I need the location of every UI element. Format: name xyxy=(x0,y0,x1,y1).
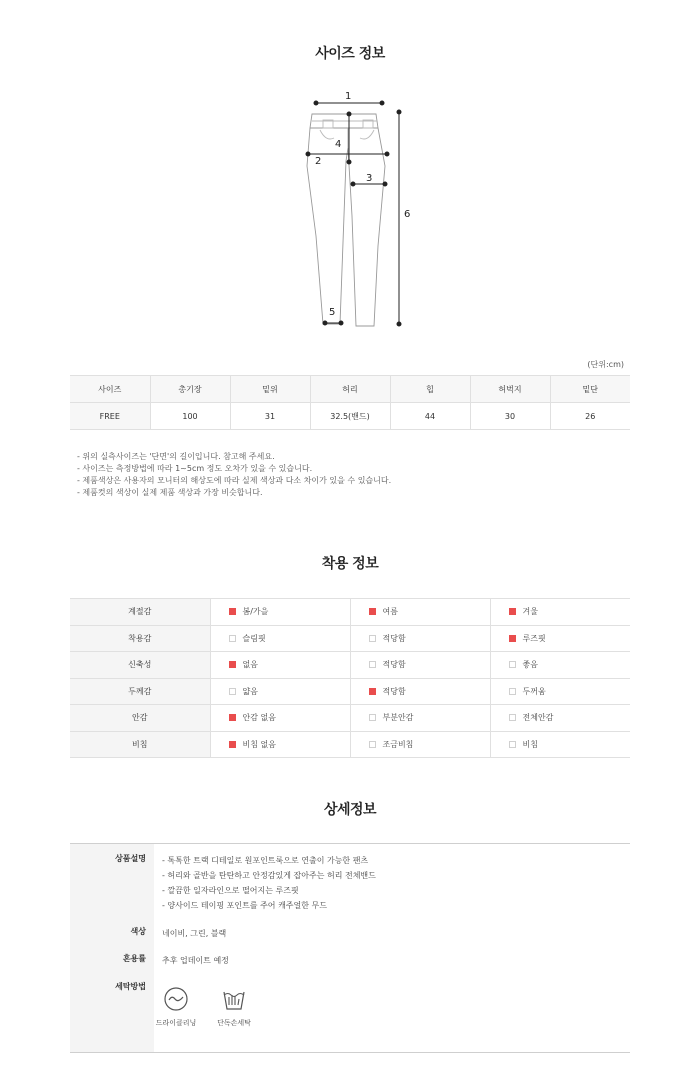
fit-option xyxy=(350,678,490,705)
cell-hem: 26 xyxy=(550,403,630,430)
header-total-length: 총기장 xyxy=(150,376,230,403)
fit-row-label: 신축성 xyxy=(70,652,210,679)
table-row xyxy=(70,731,630,758)
blend-label: 혼용률 xyxy=(122,954,146,963)
table-row xyxy=(70,652,630,679)
blend-value: 추후 업데이트 예정 xyxy=(162,956,229,965)
unchecked-checkbox xyxy=(229,635,236,642)
checked-checkbox xyxy=(229,661,236,668)
wash-method-hand-wash xyxy=(204,986,264,1028)
header-size: 사이즈 xyxy=(70,376,150,403)
description-list xyxy=(162,853,376,913)
checked-checkbox xyxy=(229,741,236,748)
fit-option xyxy=(210,652,350,679)
color-value: 네이비, 그린, 블랙 xyxy=(162,929,227,938)
fit-row-label: 계절감 xyxy=(70,599,210,626)
dry-clean-label: 드라이클리닝 xyxy=(155,1019,197,1027)
measure-label-6: 6 xyxy=(404,209,411,220)
fit-option-label: 안감 없음 xyxy=(242,713,276,723)
detail-info-title: 상세정보 xyxy=(323,802,377,818)
measure-label-5: 5 xyxy=(329,307,336,318)
fit-option xyxy=(490,625,630,652)
measure-label-2: 2 xyxy=(315,156,322,167)
cell-waist: 32.5(밴드) xyxy=(310,403,390,430)
checked-checkbox xyxy=(369,688,376,695)
table-row xyxy=(70,625,630,652)
dry-clean-icon xyxy=(163,986,189,1012)
label-column xyxy=(70,844,154,1052)
fit-row-label: 안감 xyxy=(70,705,210,732)
fit-option xyxy=(210,678,350,705)
wash-label: 세탁방법 xyxy=(115,982,146,991)
size-table-header xyxy=(70,376,630,403)
fit-option xyxy=(350,705,490,732)
description-label: 상품설명 xyxy=(115,854,146,863)
note-item: - 위의 실측사이즈는 '단면'의 길이입니다. 참고해 주세요. xyxy=(77,452,275,461)
list-item: - 허리와 골반을 탄탄하고 안정감있게 잡아주는 허리 전체밴드 xyxy=(162,871,376,880)
unchecked-checkbox xyxy=(369,714,376,721)
checked-checkbox xyxy=(229,608,236,615)
measure-label-1: 1 xyxy=(345,91,352,102)
checked-checkbox xyxy=(509,635,516,642)
cell-total-length: 100 xyxy=(150,403,230,430)
fit-option-label: 겨울 xyxy=(522,607,538,617)
fit-option xyxy=(490,599,630,626)
fit-option-label: 루즈핏 xyxy=(522,633,546,643)
fit-option xyxy=(350,599,490,626)
fit-option-label: 전체안감 xyxy=(522,713,554,723)
pants-measurement-diagram xyxy=(290,86,430,336)
fit-option xyxy=(210,731,350,758)
size-info-title: 사이즈 정보 xyxy=(315,46,385,62)
fit-table xyxy=(70,598,630,758)
unchecked-checkbox xyxy=(509,688,516,695)
note-item: - 사이즈는 측정방법에 따라 1~5cm 정도 오차가 있을 수 있습니다. xyxy=(77,464,313,473)
size-table xyxy=(70,375,630,430)
checked-checkbox xyxy=(509,608,516,615)
fit-option-label: 슬림핏 xyxy=(242,633,266,643)
fit-option xyxy=(490,652,630,679)
fit-option-label: 적당함 xyxy=(382,660,406,670)
fit-option xyxy=(490,678,630,705)
header-hip: 힙 xyxy=(390,376,470,403)
fit-option xyxy=(210,625,350,652)
fit-row-label: 착용감 xyxy=(70,625,210,652)
fit-option-label: 없음 xyxy=(242,660,258,670)
fit-option xyxy=(350,731,490,758)
size-notes xyxy=(77,451,391,499)
list-item: - 톡톡한 트랙 디테일로 원포인트룩으로 연출이 가능한 팬츠 xyxy=(162,856,369,865)
detail-table xyxy=(70,843,630,1053)
fit-option-label: 적당함 xyxy=(382,633,406,643)
fit-option-label: 부분안감 xyxy=(382,713,414,723)
cell-thigh: 30 xyxy=(470,403,550,430)
header-thigh: 허벅지 xyxy=(470,376,550,403)
header-rise: 밑위 xyxy=(230,376,310,403)
checked-checkbox xyxy=(369,608,376,615)
fit-option-label: 비침 없음 xyxy=(242,739,276,749)
fit-option-label: 두꺼움 xyxy=(522,686,546,696)
hand-wash-icon xyxy=(221,986,247,1012)
table-row xyxy=(70,599,630,626)
table-row xyxy=(70,403,630,430)
unchecked-checkbox xyxy=(369,741,376,748)
unchecked-checkbox xyxy=(509,661,516,668)
fit-row-label: 비침 xyxy=(70,731,210,758)
list-item: - 양사이드 테이핑 포인트를 주어 캐주얼한 무드 xyxy=(162,901,327,910)
fit-option xyxy=(350,625,490,652)
fit-option-label: 비침 xyxy=(522,739,538,749)
note-item: - 제품색상은 사용자의 모니터의 해상도에 따라 실제 색상과 다소 차이가 있을 수 있습니다. xyxy=(77,476,392,485)
hand-wash-label: 단독손세탁 xyxy=(217,1019,251,1027)
checked-checkbox xyxy=(229,714,236,721)
cell-size: FREE xyxy=(70,403,150,430)
fit-row-label: 두께감 xyxy=(70,678,210,705)
fit-info-title: 착용 정보 xyxy=(321,556,379,572)
fit-option-label: 좋음 xyxy=(522,660,538,670)
measure-label-4: 4 xyxy=(335,139,342,150)
fit-option xyxy=(350,652,490,679)
wash-method-dry-clean xyxy=(146,986,206,1028)
cell-hip: 44 xyxy=(390,403,470,430)
unchecked-checkbox xyxy=(509,741,516,748)
unchecked-checkbox xyxy=(369,635,376,642)
unchecked-checkbox xyxy=(369,661,376,668)
unchecked-checkbox xyxy=(229,688,236,695)
fit-option-label: 적당함 xyxy=(382,686,406,696)
unit-label: (단위:cm) xyxy=(587,360,624,369)
note-item: - 제품컷의 색상이 실제 제품 색상과 가장 비슷합니다. xyxy=(77,488,263,497)
fit-option-label: 조금비침 xyxy=(382,739,414,749)
table-row xyxy=(70,678,630,705)
fit-option xyxy=(490,705,630,732)
fit-option-label: 봄/가을 xyxy=(242,607,269,617)
fit-option-label: 여름 xyxy=(382,607,398,617)
header-waist: 허리 xyxy=(310,376,390,403)
fit-option xyxy=(210,599,350,626)
cell-rise: 31 xyxy=(230,403,310,430)
fit-option-label: 얇음 xyxy=(242,686,258,696)
table-row xyxy=(70,705,630,732)
color-label: 색상 xyxy=(130,927,146,936)
unchecked-checkbox xyxy=(509,714,516,721)
header-hem: 밑단 xyxy=(550,376,630,403)
fit-option xyxy=(210,705,350,732)
measure-label-3: 3 xyxy=(366,173,373,184)
list-item: - 깔끔한 일자라인으로 떨어지는 루즈핏 xyxy=(162,886,299,895)
fit-option xyxy=(490,731,630,758)
